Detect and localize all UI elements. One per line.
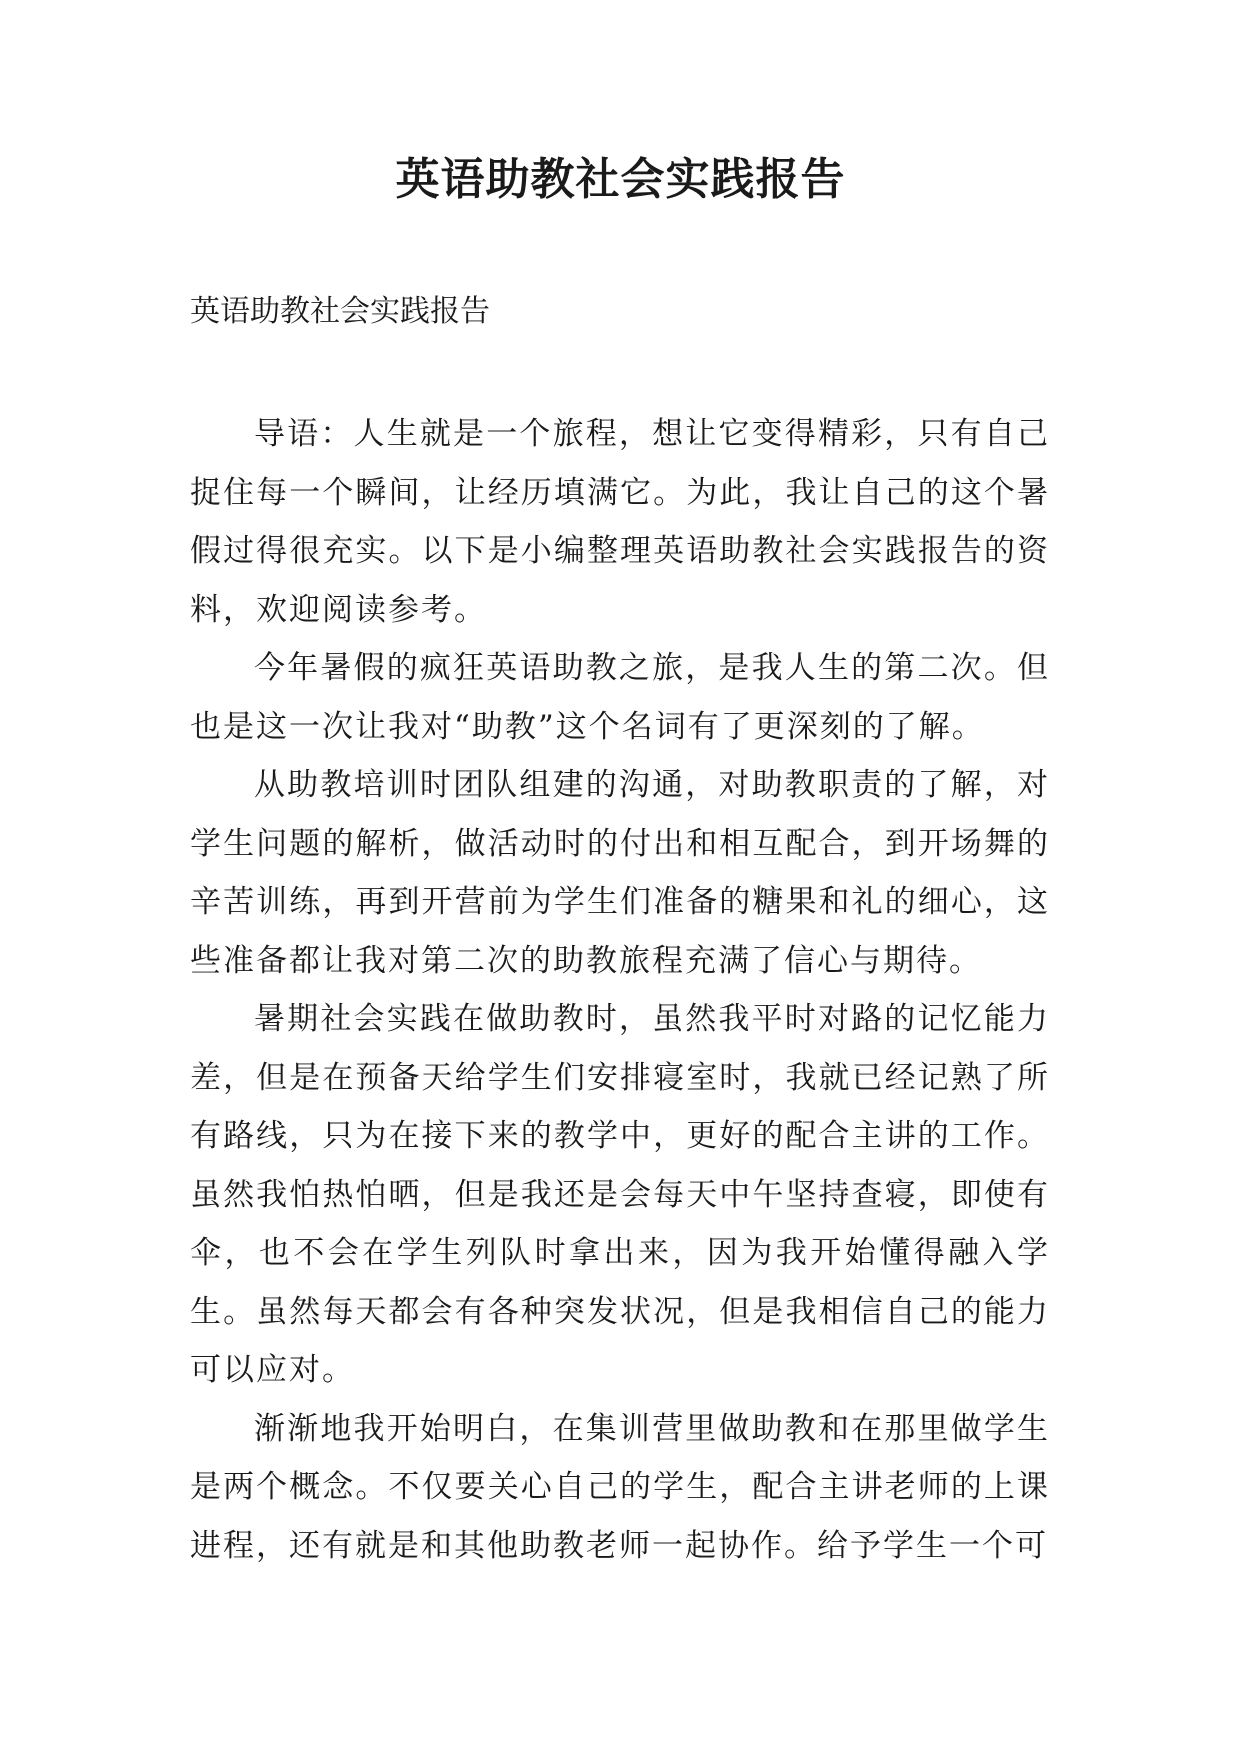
document-subtitle: 英语助教社会实践报告 xyxy=(190,294,490,329)
paragraph-3: 从助教培训时团队组建的沟通，对助教职责的了解，对学生问题的解析，做活动时的付出和相互配合，到开场舞的辛苦训练，再到开营前为学生们准备的糖果和礼的细心，这些准备都让我对第二次的助教旅程充满了信心与期待。 xyxy=(190,767,1050,979)
paragraph-5: 渐渐地我开始明白，在集训营里做助教和在那里做学生是两个概念。不仅要关心自己的学生，配合主讲老师的上课进程，还有就是和其他助教老师一起协作。给予学生一个可 xyxy=(190,1410,1050,1564)
document-title: 英语助教社会实践报告 xyxy=(395,154,846,205)
paragraph-intro: 导语：人生就是一个旅程，想让它变得精彩，只有自己捉住每一个瞬间，让经历填满它。为此，我让自己的这个暑假过得很充实。以下是小编整理英语助教社会实践报告的资料，欢迎阅读参考。 xyxy=(190,416,1050,628)
document-body xyxy=(190,405,1050,1575)
paragraph-2: 今年暑假的疯狂英语助教之旅，是我人生的第二次。但也是这一次让我对“助教”这个名词有了更深刻的了解。 xyxy=(190,650,1050,745)
paragraph-4: 暑期社会实践在做助教时，虽然我平时对路的记忆能力差，但是在预备天给学生们安排寝室时，我就已经记熟了所有路线，只为在接下来的教学中，更好的配合主讲的工作。虽然我怕热怕晒，但是我还是会每天中午坚持查寝，即使有伞，也不会在学生列队时拿出来，因为我开始懂得融入学生。虽然每天都会有各种突发状况，但是我相信自己的能力可以应对。 xyxy=(190,1001,1050,1388)
